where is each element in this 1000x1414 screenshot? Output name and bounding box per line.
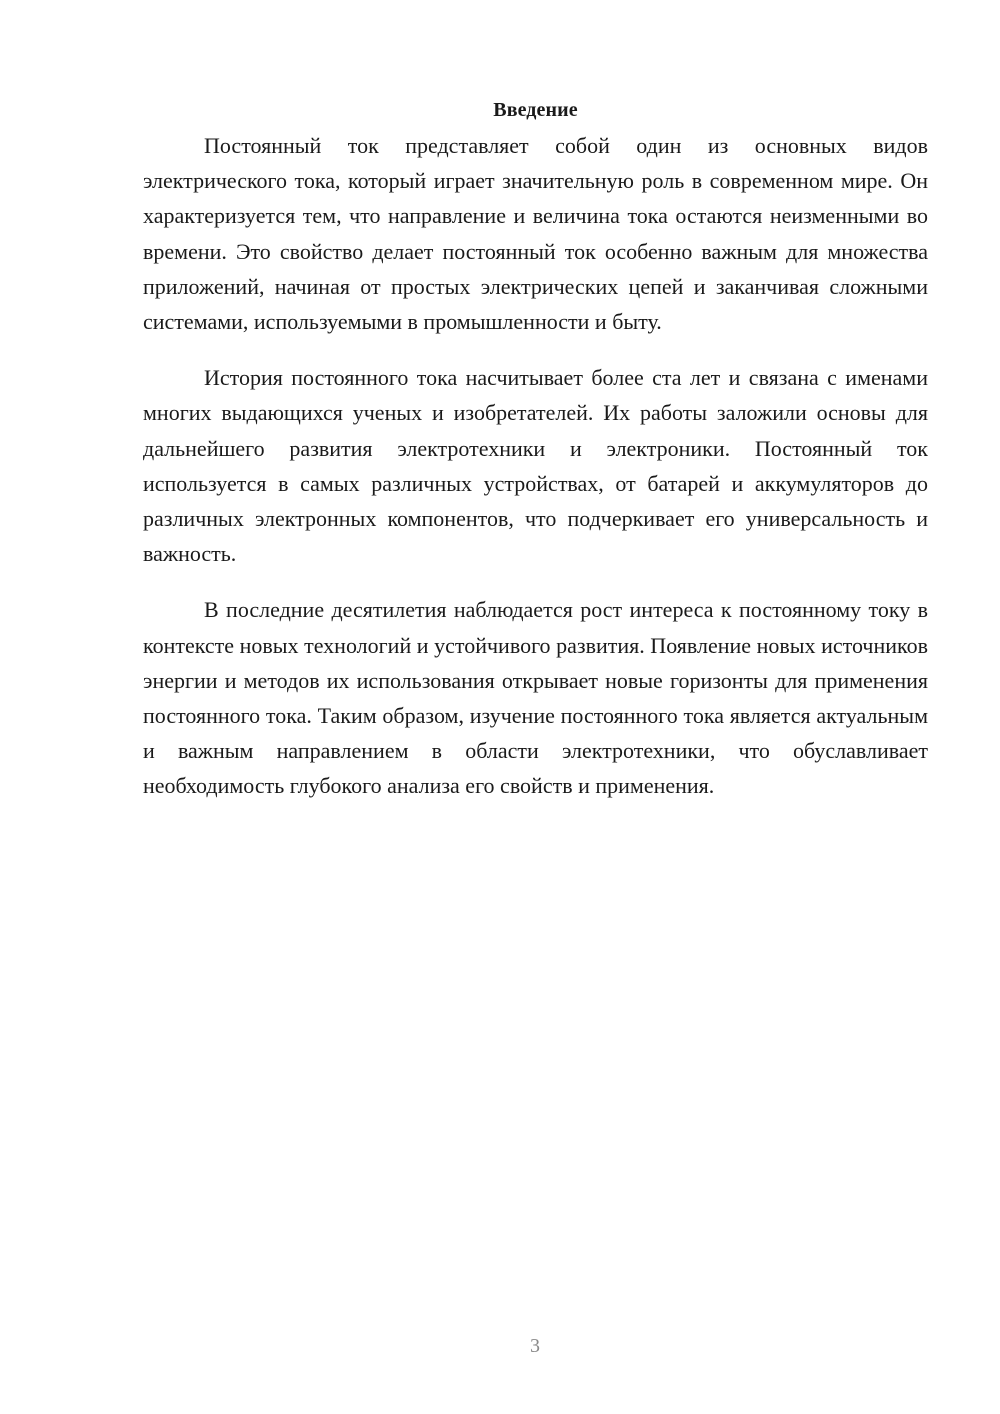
section-heading: Введение xyxy=(493,99,578,121)
page-content xyxy=(143,96,928,825)
paragraph-1: Постоянный ток представляет собой один из основных видов электрического тока, который играет значительную роль в современном мире. Он характеризуется тем, что направление и величина тока остаются неизменными во времени. Это свойство делает постоянный ток особенно важным для множества приложений, начиная от простых электрических цепей и заканчивая сложными системами, используемыми в промышленности и быту. xyxy=(143,133,928,335)
paragraph-2: История постоянного тока насчитывает более ста лет и связана с именами многих выдающихся ученых и изобретателей. Их работы заложили основы для дальнейшего развития электротехники и электроники. Постоянный ток используется в самых различных устройствах, от батарей и аккумуляторов до различных электронных компонентов, что подчеркивает его универсальность и важность. xyxy=(143,365,928,567)
paragraph-3: В последние десятилетия наблюдается рост интереса к постоянному току в контексте новых технологий и устойчивого развития. Появление новых источников энергии и методов их использования открывает новые горизонты для применения постоянного тока. Таким образом, изучение постоянного тока является актуальным и важным направлением в области электротехники, что обуславливает необходимость глубокого анализа его свойств и применения. xyxy=(143,597,928,799)
page-number: 3 xyxy=(530,1335,540,1357)
